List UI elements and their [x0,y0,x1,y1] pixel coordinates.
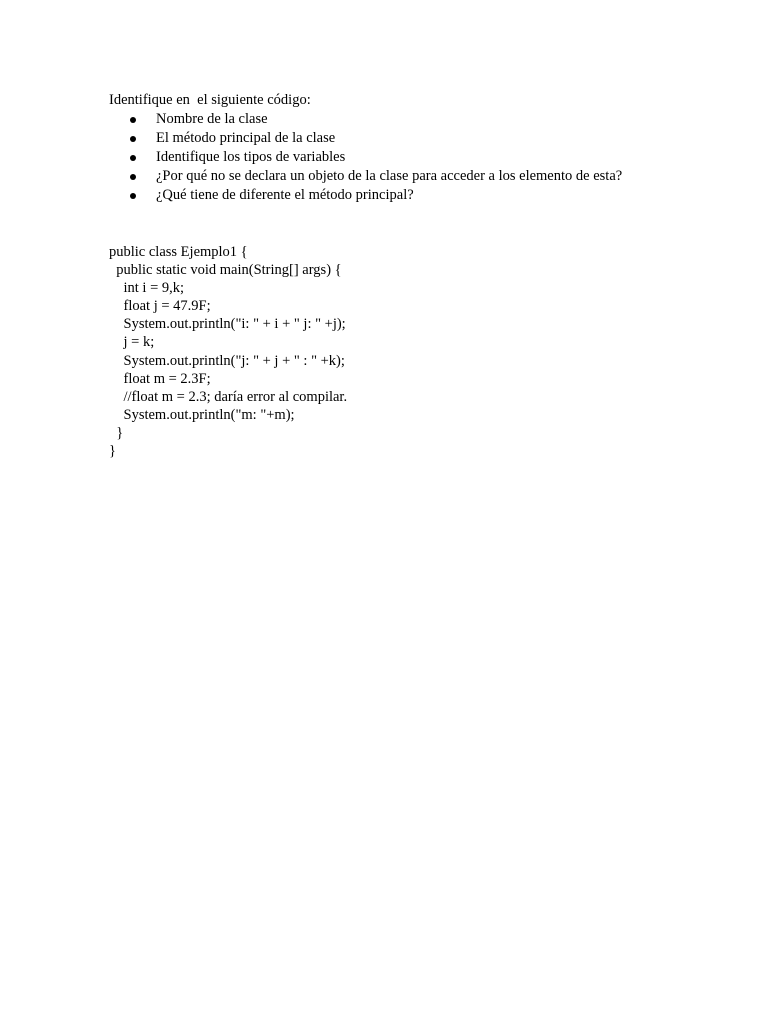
code-line: System.out.println("j: " + j + " : " +k); [109,352,345,369]
code-line: } [109,443,116,460]
code-line: System.out.println("m: "+m); [109,406,295,423]
question-list [109,110,709,205]
question-item [109,186,709,205]
code-line: public static void main(String[] args) { [109,262,342,279]
code-line: float m = 2.3F; [109,370,211,387]
question-text: Identifique los tipos de variables [156,149,346,165]
question-text: ¿Qué tiene de diferente el método principal? [156,187,414,203]
code-line: public class Ejemplo1 { [109,244,248,260]
code-line: float j = 47.9F; [109,298,211,315]
bullet-icon [130,174,136,180]
bullet-icon [130,117,136,123]
bullet-icon [130,136,136,142]
instructions-intro: Identifique en el siguiente código: [109,92,311,108]
question-item [109,148,709,167]
code-listing [109,243,709,460]
question-text: Nombre de la clase [156,111,268,127]
question-item [109,167,709,186]
code-line: System.out.println("i: " + i + " j: " +j); [109,316,346,333]
question-text: El método principal de la clase [156,130,336,146]
question-item [109,110,709,129]
code-line: int i = 9,k; [109,280,185,297]
bullet-icon [130,155,136,161]
document-page [109,91,709,460]
code-line: j = k; [109,334,155,351]
question-text: ¿Por qué no se declara un objeto de la clase para acceder a los elemento de esta? [156,168,623,184]
code-line: } [109,424,124,441]
code-line: //float m = 2.3; daría error al compilar. [109,388,348,405]
bullet-icon [130,193,136,199]
question-item [109,129,709,148]
